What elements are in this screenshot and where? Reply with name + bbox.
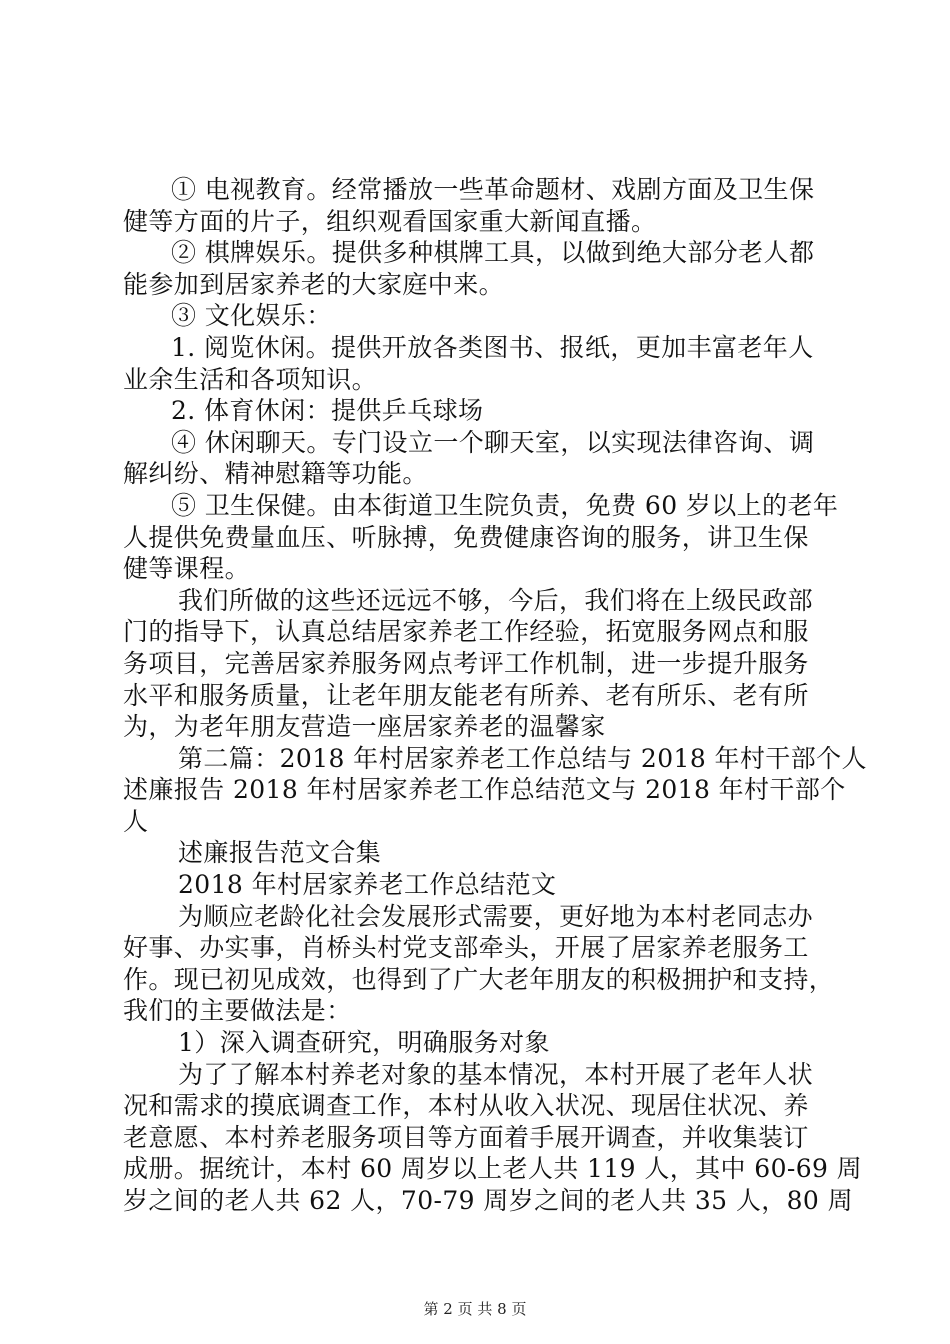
text-line: 为顺应老龄化社会发展形式需要，更好地为本村老同志办	[178, 901, 814, 931]
text-line: 老意愿、本村养老服务项目等方面着手展开调查，并收集装订	[123, 1122, 809, 1152]
text-line: 健等方面的片子，组织观看国家重大新闻直播。	[123, 206, 657, 236]
subtitle-line: 2018 年村居家养老工作总结范文	[178, 870, 557, 900]
text-line: 作。现已初见成效，也得到了广大老年朋友的积极拥护和支持，	[123, 964, 835, 994]
section-heading-line: 第二篇：2018 年村居家养老工作总结与 2018 年村干部个人	[178, 743, 867, 773]
text-line: 2. 体育休闲：提供乒乓球场	[171, 396, 484, 426]
text-line: ① 电视教育。经常播放一些革命题材、戏剧方面及卫生保	[171, 175, 815, 204]
text-line: 述廉报告范文合集	[178, 838, 382, 868]
section-heading-line: 人	[123, 806, 149, 836]
section-heading-line: 述廉报告 2018 年村居家养老工作总结范文与 2018 年村干部个	[123, 775, 846, 805]
text-line: 水平和服务质量，让老年朋友能老有所养、老有所乐、老有所	[123, 680, 809, 710]
text-line: ③ 文化娱乐：	[171, 301, 332, 331]
text-line: 人提供免费量血压、听脉搏，免费健康咨询的服务，讲卫生保	[123, 522, 809, 552]
text-line: 为，为老年朋友营造一座居家养老的温馨家	[123, 712, 606, 742]
text-line: ⑤ 卫生保健。由本街道卫生院负责，免费 60 岁以上的老年	[171, 490, 839, 520]
text-line: 好事、办实事，肖桥头村党支部牵头，开展了居家养老服务工	[123, 933, 809, 963]
list-heading-line: 1）深入调查研究，明确服务对象	[178, 1028, 550, 1058]
text-line: 能参加到居家养老的大家庭中来。	[123, 269, 505, 299]
text-line: 1. 阅览休闲。提供开放各类图书、报纸，更加丰富老年人	[171, 332, 814, 362]
page-footer	[0, 1298, 950, 1319]
text-line: 业余生活和各项知识。	[123, 364, 378, 394]
page-number: 第 2 页 共 8 页	[423, 1300, 527, 1318]
text-line: 岁之间的老人共 62 人，70-79 周岁之间的老人共 35 人，80 周	[123, 1186, 853, 1215]
text-line: 务项目，完善居家养服务网点考评工作机制，进一步提升服务	[123, 648, 809, 678]
document-body	[123, 174, 867, 1217]
text-line: ② 棋牌娱乐。提供多种棋牌工具，以做到绝大部分老人都	[171, 238, 815, 268]
text-line: 为了了解本村养老对象的基本情况，本村开展了老年人状	[178, 1059, 814, 1089]
text-line: 我们所做的这些还远远不够，今后，我们将在上级民政部	[178, 585, 814, 615]
text-line: 我们的主要做法是：	[123, 996, 352, 1026]
text-line: 解纠纷、精神慰籍等功能。	[123, 459, 428, 489]
text-line: 成册。据统计，本村 60 周岁以上老人共 119 人，其中 60-69 周	[123, 1154, 863, 1184]
text-line: ④ 休闲聊天。专门设立一个聊天室，以实现法律咨询、调	[171, 427, 815, 457]
text-line: 况和需求的摸底调查工作，本村从收入状况、现居住状况、养	[123, 1091, 809, 1121]
text-line: 健等课程。	[123, 554, 251, 584]
text-line: 门的指导下，认真总结居家养老工作经验，拓宽服务网点和服	[123, 617, 809, 647]
